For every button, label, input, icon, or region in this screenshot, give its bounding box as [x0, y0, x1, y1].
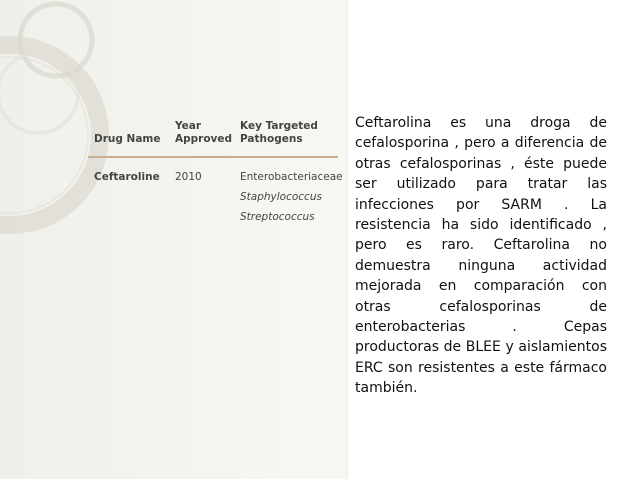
- header-pathogens: [240, 120, 318, 146]
- header-year-line2: Approved: [175, 133, 233, 145]
- header-pathogens-line2: Pathogens: [240, 133, 303, 145]
- header-drug-name: Drug Name: [94, 133, 161, 145]
- body-paragraph: Ceftarolina es una droga de cefalosporina , pero a diferencia de otras cefalosporinas , éste puede ser utilizado para tratar las infecciones por SARM . La resistencia ha sido identificado , pero es raro. Ceftarolina no demuestra ninguna actividad mejorada en comparación con otras cefalosporinas de enterobacterias . Cepas productoras de BLEE y aislamientos ERC son resistentes a este fármaco también.: [355, 115, 607, 397]
- large-ring: [0, 45, 100, 225]
- cell-pathogen-1: Enterobacteriaceae: [240, 171, 343, 183]
- cell-drug: Ceftaroline: [94, 171, 160, 183]
- header-year-line1: Year: [175, 120, 202, 132]
- cell-pathogen-3: Streptococcus: [240, 211, 315, 223]
- lower-ring: [0, 53, 78, 133]
- cell-year: 2010: [175, 171, 202, 183]
- cell-pathogen-2: Staphylococcus: [240, 191, 322, 203]
- header-pathogens-line1: Key Targeted: [240, 120, 318, 132]
- table-header-rule: [88, 156, 338, 158]
- header-year: [175, 120, 232, 146]
